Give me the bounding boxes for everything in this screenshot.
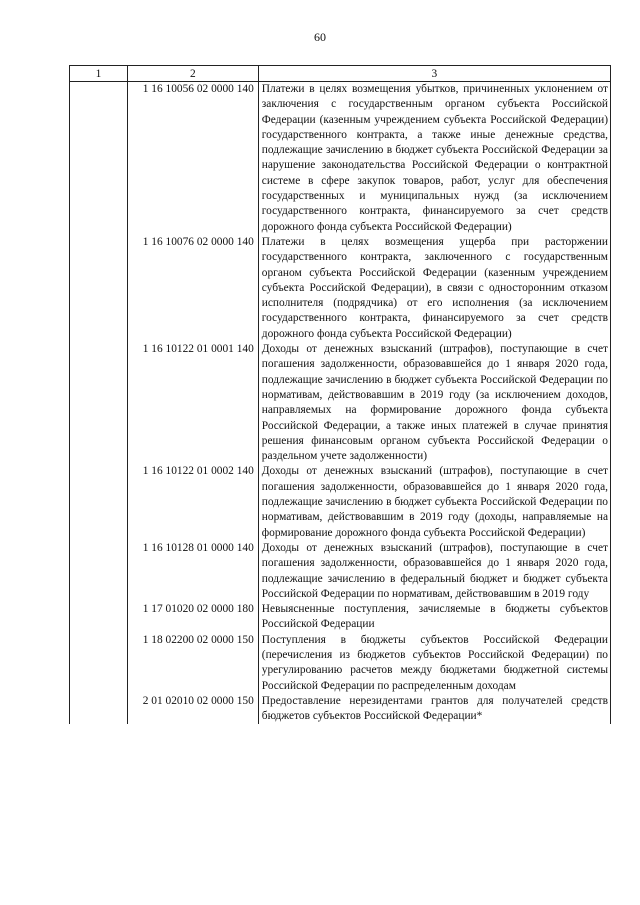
empty-cell <box>70 82 128 235</box>
column-header-2: 2 <box>127 66 258 82</box>
code-description: Доходы от денежных взысканий (штрафов), поступающие в счет погашения задолженности, образовавшейся до 1 января 2020 года, подлежащие зачислению в бюджет субъекта Российской Федерации по нормативам, действовавшим в 2019 году (за исключением доходов, направляемых на формирование дорожного фонда субъекта Российской Федерации, а также иных платежей в случае принятия решения финансовым органом субъекта Российской Федерации о раздельном учете задолженности) <box>258 342 610 464</box>
classification-code: 1 18 02200 02 0000 150 <box>127 633 258 694</box>
table-row <box>70 342 611 464</box>
classification-code: 1 16 10128 01 0000 140 <box>127 541 258 602</box>
table-row <box>70 694 611 725</box>
empty-cell <box>70 602 128 633</box>
empty-cell <box>70 342 128 464</box>
empty-cell <box>70 235 128 342</box>
code-description: Доходы от денежных взысканий (штрафов), поступающие в счет погашения задолженности, образовавшейся до 1 января 2020 года, подлежащие зачислению в федеральный бюджет и бюджет субъекта Российской Федерации по нормативам, действовавшим в 2019 году <box>258 541 610 602</box>
empty-cell <box>70 633 128 694</box>
budget-classification-table <box>69 65 611 724</box>
table-row <box>70 464 611 540</box>
table-header-row <box>70 66 611 82</box>
page-number: 60 <box>314 30 326 44</box>
table-row <box>70 602 611 633</box>
table-row <box>70 82 611 235</box>
empty-cell <box>70 464 128 540</box>
column-header-1: 1 <box>70 66 128 82</box>
classification-code: 1 16 10056 02 0000 140 <box>127 82 258 235</box>
empty-cell <box>70 694 128 725</box>
classification-code: 1 16 10122 01 0002 140 <box>127 464 258 540</box>
code-description: Доходы от денежных взысканий (штрафов), поступающие в счет погашения задолженности, образовавшейся до 1 января 2020 года, подлежащие зачислению в бюджет субъекта Российской Федерации по нормативам, действовавшим в 2019 году (доходы, направляемые на формирование дорожного фонда субъекта Российской Федерации) <box>258 464 610 540</box>
empty-cell <box>70 541 128 602</box>
table-row <box>70 633 611 694</box>
code-description: Платежи в целях возмещения ущерба при расторжении государственного контракта, заключенного с государственным органом субъекта Российской Федерации (казенным учреждением субъекта Российской Федерации), в связи с односторонним отказом исполнителя (подрядчика) от его исполнения (за исключением государственного контракта, финансируемого за счет средств дорожного фонда субъекта Российской Федерации) <box>258 235 610 342</box>
column-header-3: 3 <box>258 66 610 82</box>
code-description: Поступления в бюджеты субъектов Российской Федерации (перечисления из бюджетов субъектов Российской Федерации) по урегулированию расчетов между бюджетами бюджетной системы Российской Федерации по распределенным доходам <box>258 633 610 694</box>
code-description: Платежи в целях возмещения убытков, причиненных уклонением от заключения с государственным органом субъекта Российской Федерации (казенным учреждением субъекта Российской Федерации) государственного контракта, а также иные денежные средства, подлежащие зачислению в бюджет субъекта Российской Федерации за нарушение законодательства Российской Федерации о контрактной системе в сфере закупок товаров, работ, услуг для обеспечения государственных и муниципальных нужд (за исключением государственного контракта, финансируемого за счет средств дорожного фонда субъекта Российской Федерации) <box>258 82 610 235</box>
code-description: Предоставление нерезидентами грантов для получателей средств бюджетов субъектов Российской Федерации* <box>258 694 610 725</box>
table-row <box>70 541 611 602</box>
classification-code: 1 17 01020 02 0000 180 <box>127 602 258 633</box>
classification-code: 1 16 10076 02 0000 140 <box>127 235 258 342</box>
classification-code: 1 16 10122 01 0001 140 <box>127 342 258 464</box>
table-row <box>70 235 611 342</box>
code-description: Невыясненные поступления, зачисляемые в бюджеты субъектов Российской Федерации <box>258 602 610 633</box>
classification-code: 2 01 02010 02 0000 150 <box>127 694 258 725</box>
